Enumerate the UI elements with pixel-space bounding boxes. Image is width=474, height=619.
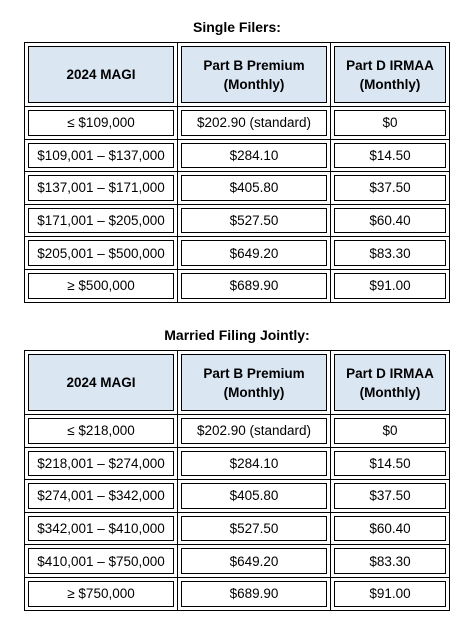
part-b-cell: $284.10 <box>178 139 331 172</box>
part-d-cell: $37.50 <box>331 480 450 513</box>
magi-cell: $109,001 – $137,000 <box>25 139 178 172</box>
header-part-d-line2: (Monthly) <box>359 76 421 92</box>
header-part-b-line2: (Monthly) <box>223 384 285 400</box>
header-part-b-line2: (Monthly) <box>223 76 285 92</box>
married-filing-jointly-table <box>24 350 450 611</box>
magi-cell: ≤ $218,000 <box>25 415 178 448</box>
table-row <box>25 269 450 302</box>
part-d-cell: $14.50 <box>331 447 450 480</box>
table-header-row <box>25 351 450 415</box>
part-b-cell: $202.90 (standard) <box>178 415 331 448</box>
part-d-cell: $37.50 <box>331 172 450 205</box>
header-part-d <box>331 43 450 107</box>
magi-cell: ≤ $109,000 <box>25 107 178 140</box>
table-row <box>25 172 450 205</box>
magi-cell: $171,001 – $205,000 <box>25 204 178 237</box>
magi-cell: $218,001 – $274,000 <box>25 447 178 480</box>
single-filers-title: Single Filers: <box>193 19 281 35</box>
part-d-cell: $91.00 <box>331 577 450 610</box>
magi-cell: $342,001 – $410,000 <box>25 512 178 545</box>
table-row <box>25 415 450 448</box>
table-row <box>25 545 450 578</box>
magi-cell: $410,001 – $750,000 <box>25 545 178 578</box>
part-d-cell: $83.30 <box>331 237 450 270</box>
part-b-cell: $649.20 <box>178 237 331 270</box>
part-b-cell: $649.20 <box>178 545 331 578</box>
header-magi-label: 2024 MAGI <box>66 375 136 390</box>
header-part-b-line1: Part B Premium <box>203 57 305 73</box>
part-b-cell: $284.10 <box>178 447 331 480</box>
single-filers-table <box>24 42 450 303</box>
part-b-cell: $405.80 <box>178 480 331 513</box>
table-row <box>25 204 450 237</box>
table-row <box>25 107 450 140</box>
part-d-cell: $83.30 <box>331 545 450 578</box>
table-row <box>25 512 450 545</box>
header-part-d-line1: Part D IRMAA <box>346 57 434 73</box>
part-d-cell: $14.50 <box>331 139 450 172</box>
table-row <box>25 237 450 270</box>
header-part-d-line1: Part D IRMAA <box>346 365 434 381</box>
magi-cell: ≥ $500,000 <box>25 269 178 302</box>
header-magi-label: 2024 MAGI <box>66 67 136 82</box>
magi-cell: $137,001 – $171,000 <box>25 172 178 205</box>
part-d-cell: $60.40 <box>331 204 450 237</box>
part-d-cell: $91.00 <box>331 269 450 302</box>
table-row <box>25 139 450 172</box>
part-d-cell: $60.40 <box>331 512 450 545</box>
part-b-cell: $527.50 <box>178 512 331 545</box>
part-d-cell: $0 <box>331 415 450 448</box>
header-part-b <box>178 43 331 107</box>
part-b-cell: $689.90 <box>178 269 331 302</box>
header-magi <box>25 351 178 415</box>
table-row <box>25 577 450 610</box>
part-b-cell: $202.90 (standard) <box>178 107 331 140</box>
magi-cell: ≥ $750,000 <box>25 577 178 610</box>
part-b-cell: $689.90 <box>178 577 331 610</box>
part-d-cell: $0 <box>331 107 450 140</box>
header-part-b <box>178 351 331 415</box>
table-header-row <box>25 43 450 107</box>
header-part-d <box>331 351 450 415</box>
part-b-cell: $527.50 <box>178 204 331 237</box>
magi-cell: $205,001 – $500,000 <box>25 237 178 270</box>
table-row <box>25 480 450 513</box>
part-b-cell: $405.80 <box>178 172 331 205</box>
table-row <box>25 447 450 480</box>
header-part-d-line2: (Monthly) <box>359 384 421 400</box>
header-part-b-line1: Part B Premium <box>203 365 305 381</box>
married-filing-jointly-title: Married Filing Jointly: <box>164 327 310 343</box>
magi-cell: $274,001 – $342,000 <box>25 480 178 513</box>
header-magi <box>25 43 178 107</box>
